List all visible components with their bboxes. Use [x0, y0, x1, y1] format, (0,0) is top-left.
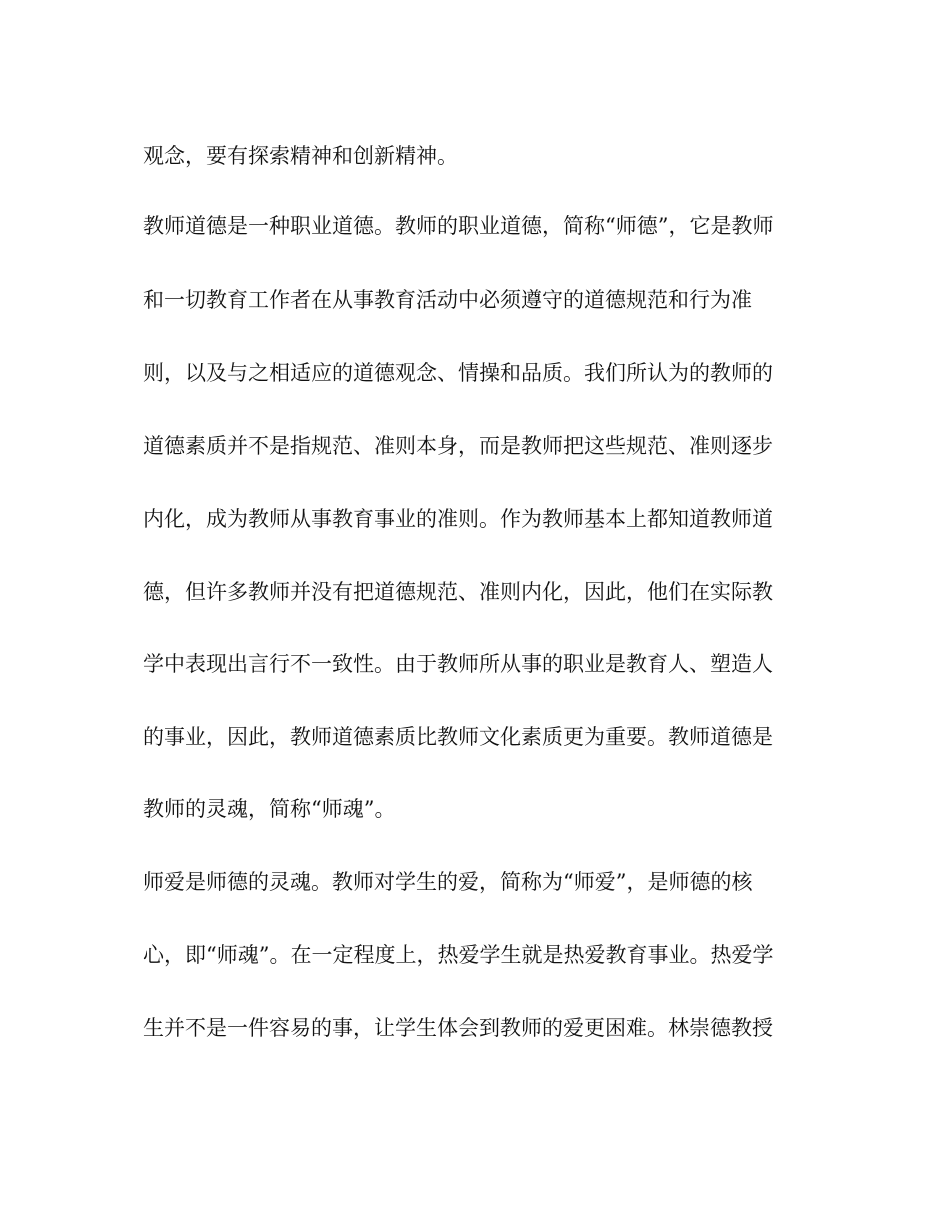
text-line: 则，以及与之相适应的道德观念、情操和品质。我们所认为的教师的: [143, 361, 773, 385]
text-line: 学中表现出言行不一致性。由于教师所从事的职业是教育人、塑造人: [143, 652, 773, 676]
text-line: 心，即“师魂”。在一定程度上，热爱学生就是热爱教育事业。热爱学: [143, 943, 774, 967]
text-line: 观念，要有探索精神和创新精神。: [143, 144, 458, 168]
text-line: 教师的灵魂，简称“师魂”。: [143, 797, 396, 821]
text-line: 内化，成为教师从事教育事业的准则。作为教师基本上都知道教师道: [143, 507, 773, 531]
text-line: 的事业，因此，教师道德素质比教师文化素质更为重要。教师道德是: [143, 725, 773, 749]
text-line: 道德素质并不是指规范、准则本身，而是教师把这些规范、准则逐步: [143, 434, 773, 458]
text-line: 和一切教育工作者在从事教育活动中必须遵守的道德规范和行为准: [143, 288, 752, 312]
text-line: 生并不是一件容易的事，让学生体会到教师的爱更困难。林崇德教授: [143, 1016, 773, 1040]
text-line: 教师道德是一种职业道德。教师的职业道德，简称“师德”，它是教师: [143, 214, 774, 238]
text-line: 德，但许多教师并没有把道德规范、准则内化，因此，他们在实际教: [143, 580, 773, 604]
text-line: 师爱是师德的灵魂。教师对学生的爱，简称为“师爱”，是师德的核: [143, 870, 753, 894]
